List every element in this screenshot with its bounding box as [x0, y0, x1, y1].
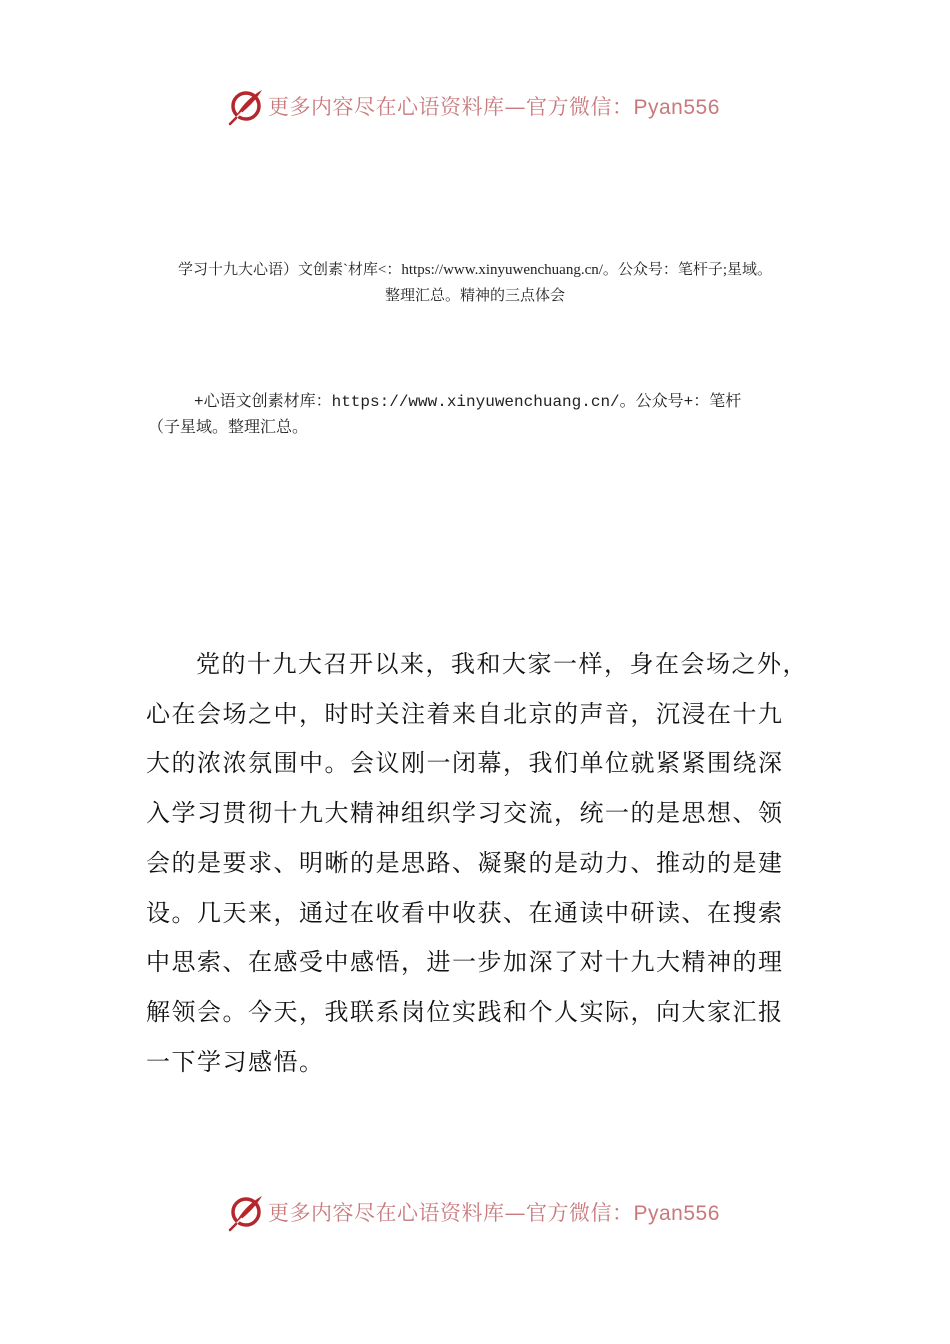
feather-pen-logo-icon: [226, 86, 266, 126]
body-line: 一下学习感悟。: [146, 1047, 325, 1076]
source-note-line-2: （子星域。整理汇总。: [148, 419, 309, 437]
header-line-2: 整理汇总。精神的三点体会: [384, 288, 565, 304]
bottom-banner: [226, 1190, 746, 1234]
header-line-1: 学习十九大心语）文创素`材库<：https://www.xinyuwenchuang.cn/。公众号：笔杆子;星域。: [177, 262, 773, 278]
body-line: 大的浓浓氛围中。会议刚一闭幕，我们单位就紧紧围绕深: [146, 749, 784, 778]
body-line: 中思索、在感受中感悟，进一步加深了对十九大精神的理: [146, 948, 784, 977]
banner-wechat-label: 官方微信：: [526, 95, 634, 119]
document-source-header: [130, 257, 820, 309]
banner-wechat-id: Pyan556: [633, 1202, 720, 1225]
banner-main-text: 更多内容尽在心语资料库: [268, 1201, 505, 1225]
body-line: 党的十九大召开以来，我和大家一样，身在会场之外，: [196, 650, 808, 678]
body-line: 入学习贯彻十九大精神组织学习交流，统一的是思想、领: [146, 799, 784, 828]
banner-wechat-id: Pyan556: [633, 96, 720, 119]
banner-text: [268, 91, 720, 121]
body-paragraph: [146, 640, 806, 1087]
body-line: 解领会。今天，我联系岗位实践和个人实际，向大家汇报: [146, 997, 784, 1026]
banner-dash: —: [504, 95, 526, 119]
banner-wechat-label: 官方微信：: [526, 1201, 634, 1225]
banner-text: [268, 1197, 720, 1227]
banner-dash: —: [504, 1201, 526, 1225]
banner-main-text: 更多内容尽在心语资料库: [268, 95, 505, 119]
source-note: [148, 389, 808, 441]
body-line: 心在会场之中，时时关注着来自北京的声音，沉浸在十九: [146, 699, 784, 728]
feather-pen-logo-icon: [226, 1192, 266, 1232]
body-line: 设。几天来，通过在收看中收获、在通读中研读、在搜索: [146, 898, 784, 927]
top-banner: [226, 84, 746, 128]
body-line: 会的是要求、明晰的是思路、凝聚的是动力、推动的是建: [146, 848, 784, 877]
source-note-line-1: +心语文创素材库：https://www.xinyuwenchuang.cn/。公众号+：笔杆: [194, 393, 742, 411]
